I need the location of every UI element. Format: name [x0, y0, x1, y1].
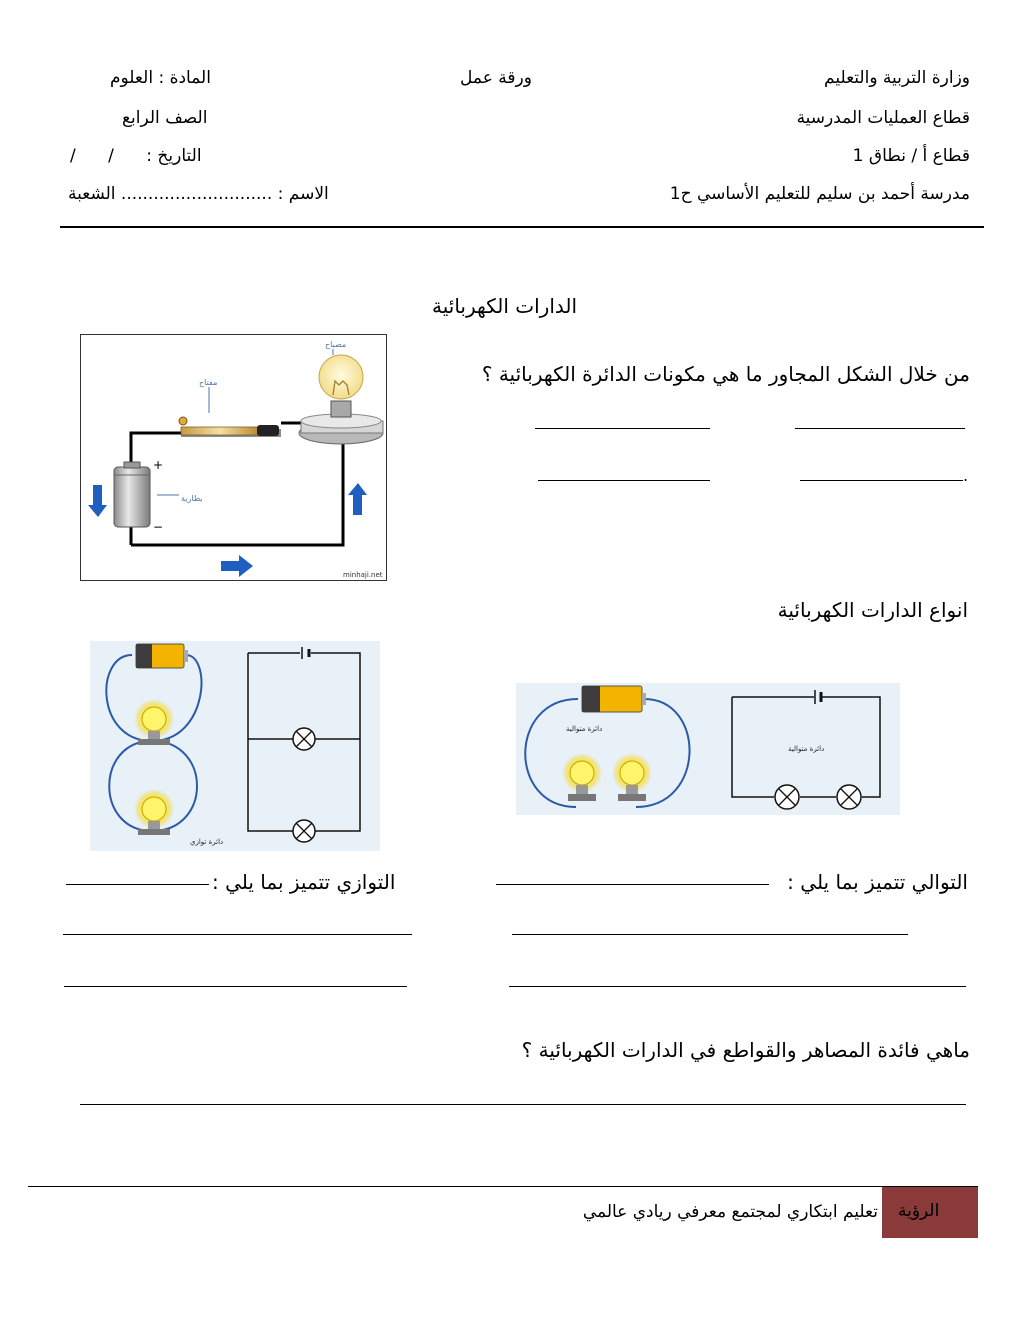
answer-line: [535, 428, 710, 429]
page-title: الدارات الكهربائية: [432, 294, 578, 318]
lightbulb-icon: [562, 753, 602, 801]
lightbulb-icon: [612, 753, 652, 801]
subject-text: المادة : العلوم: [110, 68, 211, 88]
answer-line: [80, 1104, 966, 1105]
lamp-label: مصباح: [325, 340, 347, 349]
arrow-right-icon: [221, 555, 253, 577]
answer-line: [509, 986, 966, 987]
date-text: التاريخ : / /: [70, 146, 202, 166]
plus-sign: +: [153, 458, 164, 472]
battery-icon: [582, 686, 646, 712]
answer-line: [795, 428, 965, 429]
types-heading: انواع الدارات الكهربائية: [777, 598, 968, 622]
answer-dot: .: [963, 466, 969, 485]
school-text: مدرسة أحمد بن سليم للتعليم الأساسي ح1: [669, 184, 970, 204]
footer-divider: [28, 1186, 978, 1187]
vision-label: الرؤية: [898, 1201, 940, 1221]
answer-line: [512, 934, 908, 935]
series-label-left: دائرة متوالية: [566, 725, 603, 733]
series-circuit-diagram: [516, 683, 900, 815]
minus-sign: −: [153, 520, 164, 534]
series-question: التوالي تتميز بما يلي :: [787, 870, 968, 894]
sector-text: قطاع العمليات المدرسية: [796, 108, 970, 128]
vision-text: تعليم ابتكاري لمجتمع معرفي ريادي عالمي: [582, 1202, 878, 1222]
question-fuses: ماهي فائدة المصاهر والقواطع في الدارات الكهربائية ؟: [521, 1038, 970, 1062]
answer-line: [66, 884, 209, 885]
lamp-symbol-icon: [293, 820, 315, 842]
watermark: minhaji.net: [343, 571, 383, 579]
answer-line: [800, 480, 963, 481]
battery-icon: [136, 644, 188, 668]
ministry-text: وزارة التربية والتعليم: [824, 68, 970, 88]
series-label-right: دائرة متوالية: [788, 745, 825, 753]
answer-line: [538, 480, 710, 481]
series-circuit-figure: [516, 683, 900, 815]
simple-circuit-diagram: [81, 335, 386, 580]
battery-label: بطارية: [181, 494, 203, 503]
vision-badge: [882, 1187, 978, 1238]
arrow-down-icon: [88, 485, 107, 517]
parallel-circuit-figure: [90, 641, 380, 851]
name-field: الاسم : ............................ الشعبة: [68, 184, 329, 204]
answer-line: [496, 884, 769, 885]
arrow-up-icon: [348, 483, 367, 515]
battery-icon: [114, 462, 150, 527]
answer-line: [63, 934, 412, 935]
answer-line: [64, 986, 407, 987]
switch-label: مفتاح: [199, 378, 218, 387]
header-divider: [60, 226, 984, 228]
lightbulb-icon: [299, 355, 383, 444]
question-components: من خلال الشكل المجاور ما هي مكونات الدائرة الكهربائية ؟: [481, 362, 970, 386]
parallel-question: التوازي تتميز بما يلي :: [212, 870, 396, 894]
parallel-label: دائرة توازي: [190, 838, 224, 846]
zone-text: قطاع أ / نطاق 1: [852, 146, 970, 166]
lamp-symbol-icon: [293, 728, 315, 750]
switch-icon: [179, 417, 281, 437]
worksheet-text: ورقة عمل: [460, 68, 532, 88]
lamp-symbol-icon: [775, 785, 799, 809]
parallel-circuit-diagram: [90, 641, 380, 851]
simple-circuit-figure: [80, 334, 387, 581]
lamp-symbol-icon: [837, 785, 861, 809]
grade-text: الصف الرابع: [122, 108, 208, 128]
